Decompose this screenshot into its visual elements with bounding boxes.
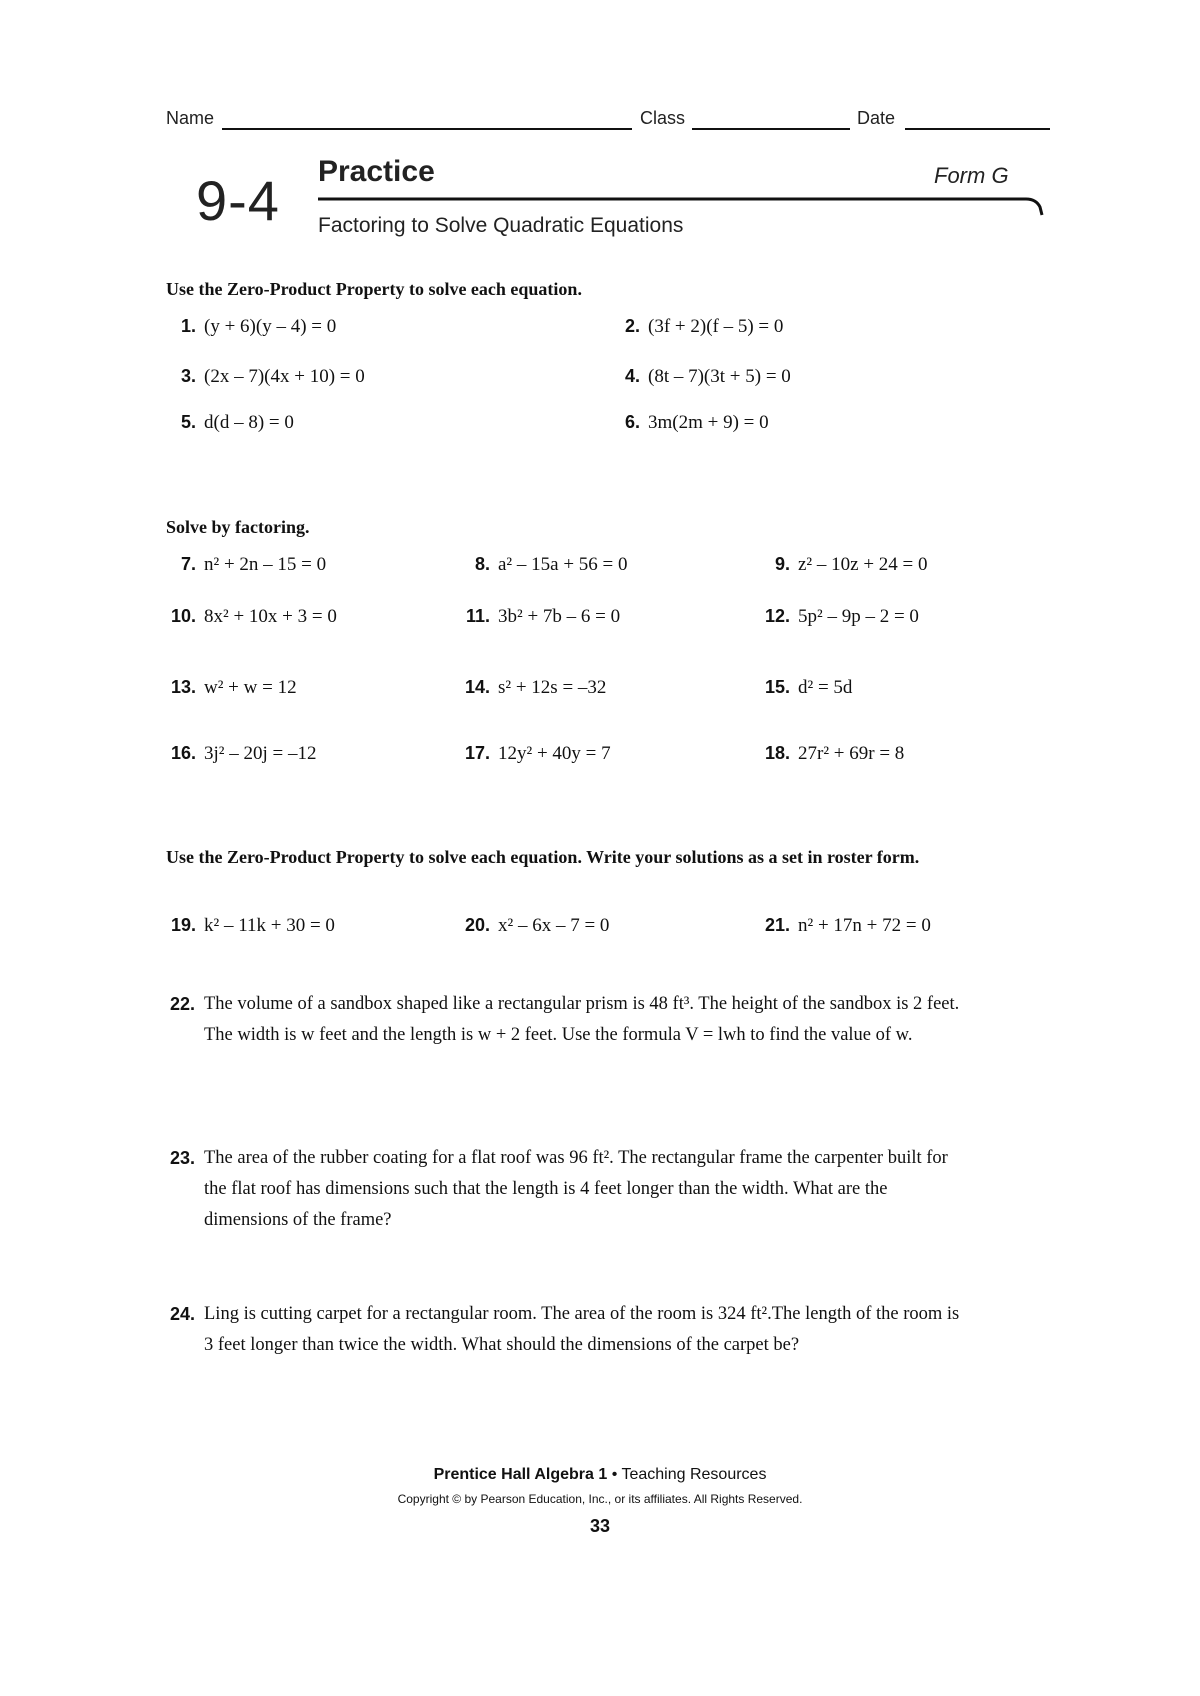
section2-instruction: Solve by factoring. (166, 517, 310, 537)
problem-9 (760, 554, 928, 576)
name-field[interactable] (222, 128, 632, 130)
equation: z² – 10z + 24 = 0 (798, 554, 928, 575)
problem-text: The volume of a sandbox shaped like a rectangular prism is 48 ft³. The height of the sandbox is 2 feet. The width is w feet and the length is w + 2 feet. Use the formula V = lwh to find the value of w. (204, 994, 960, 1045)
problem-4 (610, 366, 791, 388)
equation: n² + 17n + 72 = 0 (798, 915, 931, 936)
problem-1 (166, 316, 336, 338)
equation: a² – 15a + 56 = 0 (498, 554, 628, 575)
problem-number: 21. (764, 915, 790, 935)
problem-20 (460, 915, 609, 937)
equation: (3f + 2)(f – 5) = 0 (648, 316, 784, 337)
problem-number: 3. (180, 366, 196, 386)
word-problem-22 (170, 989, 964, 1051)
problem-number: 7. (180, 554, 196, 574)
problem-number: 11. (465, 606, 490, 626)
name-label: Name (166, 108, 215, 128)
date-label: Date (857, 108, 896, 128)
form-label: Form G (934, 163, 1009, 188)
problem-number: 18. (764, 743, 790, 763)
word-problem-23 (170, 1143, 964, 1236)
problem-19 (166, 915, 335, 937)
problem-11 (460, 606, 620, 628)
class-field[interactable] (692, 128, 850, 130)
equation: 8x² + 10x + 3 = 0 (204, 606, 337, 627)
date-field[interactable] (905, 128, 1050, 130)
problem-number: 12. (764, 606, 790, 626)
problem-16 (166, 743, 316, 765)
equation: s² + 12s = –32 (498, 677, 607, 698)
equation: 3j² – 20j = –12 (204, 743, 317, 764)
equation: d² = 5d (798, 677, 853, 698)
problem-number: 9. (774, 554, 790, 574)
section1-instruction: Use the Zero-Product Property to solve each equation. (166, 279, 582, 299)
problem-13 (166, 677, 297, 699)
problem-number: 14. (464, 677, 490, 697)
problem-15 (760, 677, 852, 699)
problem-14 (460, 677, 606, 699)
problem-text: The area of the rubber coating for a flat roof was 96 ft². The rectangular frame the carpenter built for the flat roof has dimensions such that the length is 4 feet longer than the width. What are the dimensions of the frame? (204, 1148, 948, 1230)
problem-number: 15. (764, 677, 790, 697)
problem-number: 4. (624, 366, 640, 386)
equation: 12y² + 40y = 7 (498, 743, 611, 764)
problem-number: 1. (180, 316, 196, 336)
equation: 3m(2m + 9) = 0 (648, 412, 769, 433)
equation: (8t – 7)(3t + 5) = 0 (648, 366, 791, 387)
footer-title (0, 1466, 1200, 1484)
problem-text: Ling is cutting carpet for a rectangular room. The area of the room is 324 ft².The length of the room is 3 feet longer than twice the width. What should the dimensions of the carpet be? (204, 1304, 960, 1355)
problem-2 (610, 316, 783, 338)
equation: 27r² + 69r = 8 (798, 743, 905, 764)
problem-number: 23. (170, 1148, 196, 1168)
problem-17 (460, 743, 611, 765)
problem-12 (760, 606, 919, 628)
page-title: Practice (318, 155, 435, 188)
equation: (2x – 7)(4x + 10) = 0 (204, 366, 365, 387)
equation: (y + 6)(y – 4) = 0 (204, 316, 337, 337)
problem-number: 24. (170, 1304, 196, 1324)
problem-7 (166, 554, 326, 576)
page-number: 33 (589, 1516, 611, 1536)
problem-number: 5. (180, 412, 196, 432)
footer-bullet: • (607, 1466, 622, 1483)
equation: 3b² + 7b – 6 = 0 (498, 606, 621, 627)
copyright: Copyright © by Pearson Education, Inc., or its affiliates. All Rights Reserved. (397, 1492, 803, 1506)
problem-21 (760, 915, 931, 937)
problem-number: 16. (170, 743, 196, 763)
equation: k² – 11k + 30 = 0 (204, 915, 335, 936)
problem-number: 17. (464, 743, 490, 763)
problem-6 (610, 412, 769, 434)
equation: n² + 2n – 15 = 0 (204, 554, 327, 575)
problem-number: 2. (624, 316, 640, 336)
word-problem-24 (170, 1299, 964, 1361)
problem-number: 8. (474, 554, 490, 574)
problem-18 (760, 743, 904, 765)
lesson-number: 9-4 (196, 169, 280, 232)
problem-number: 22. (170, 994, 196, 1014)
section3-instruction: Use the Zero-Product Property to solve each equation. Write your solutions as a set in roster form. (166, 847, 920, 867)
worksheet-header (0, 0, 1200, 140)
footer-resources: Teaching Resources (621, 1466, 767, 1483)
equation: d(d – 8) = 0 (204, 412, 294, 433)
book-title: Prentice Hall Algebra 1 (433, 1466, 608, 1483)
problem-3 (166, 366, 365, 388)
problem-number: 13. (170, 677, 196, 697)
problem-number: 6. (624, 412, 640, 432)
problem-8 (460, 554, 628, 576)
page-subtitle: Factoring to Solve Quadratic Equations (318, 214, 684, 237)
problem-number: 10. (170, 606, 196, 626)
equation: w² + w = 12 (204, 677, 297, 698)
problem-5 (166, 412, 294, 434)
problem-number: 20. (464, 915, 490, 935)
equation: 5p² – 9p – 2 = 0 (798, 606, 919, 627)
problem-number: 19. (170, 915, 196, 935)
class-label: Class (640, 108, 686, 128)
equation: x² – 6x – 7 = 0 (498, 915, 610, 936)
problem-10 (166, 606, 337, 628)
